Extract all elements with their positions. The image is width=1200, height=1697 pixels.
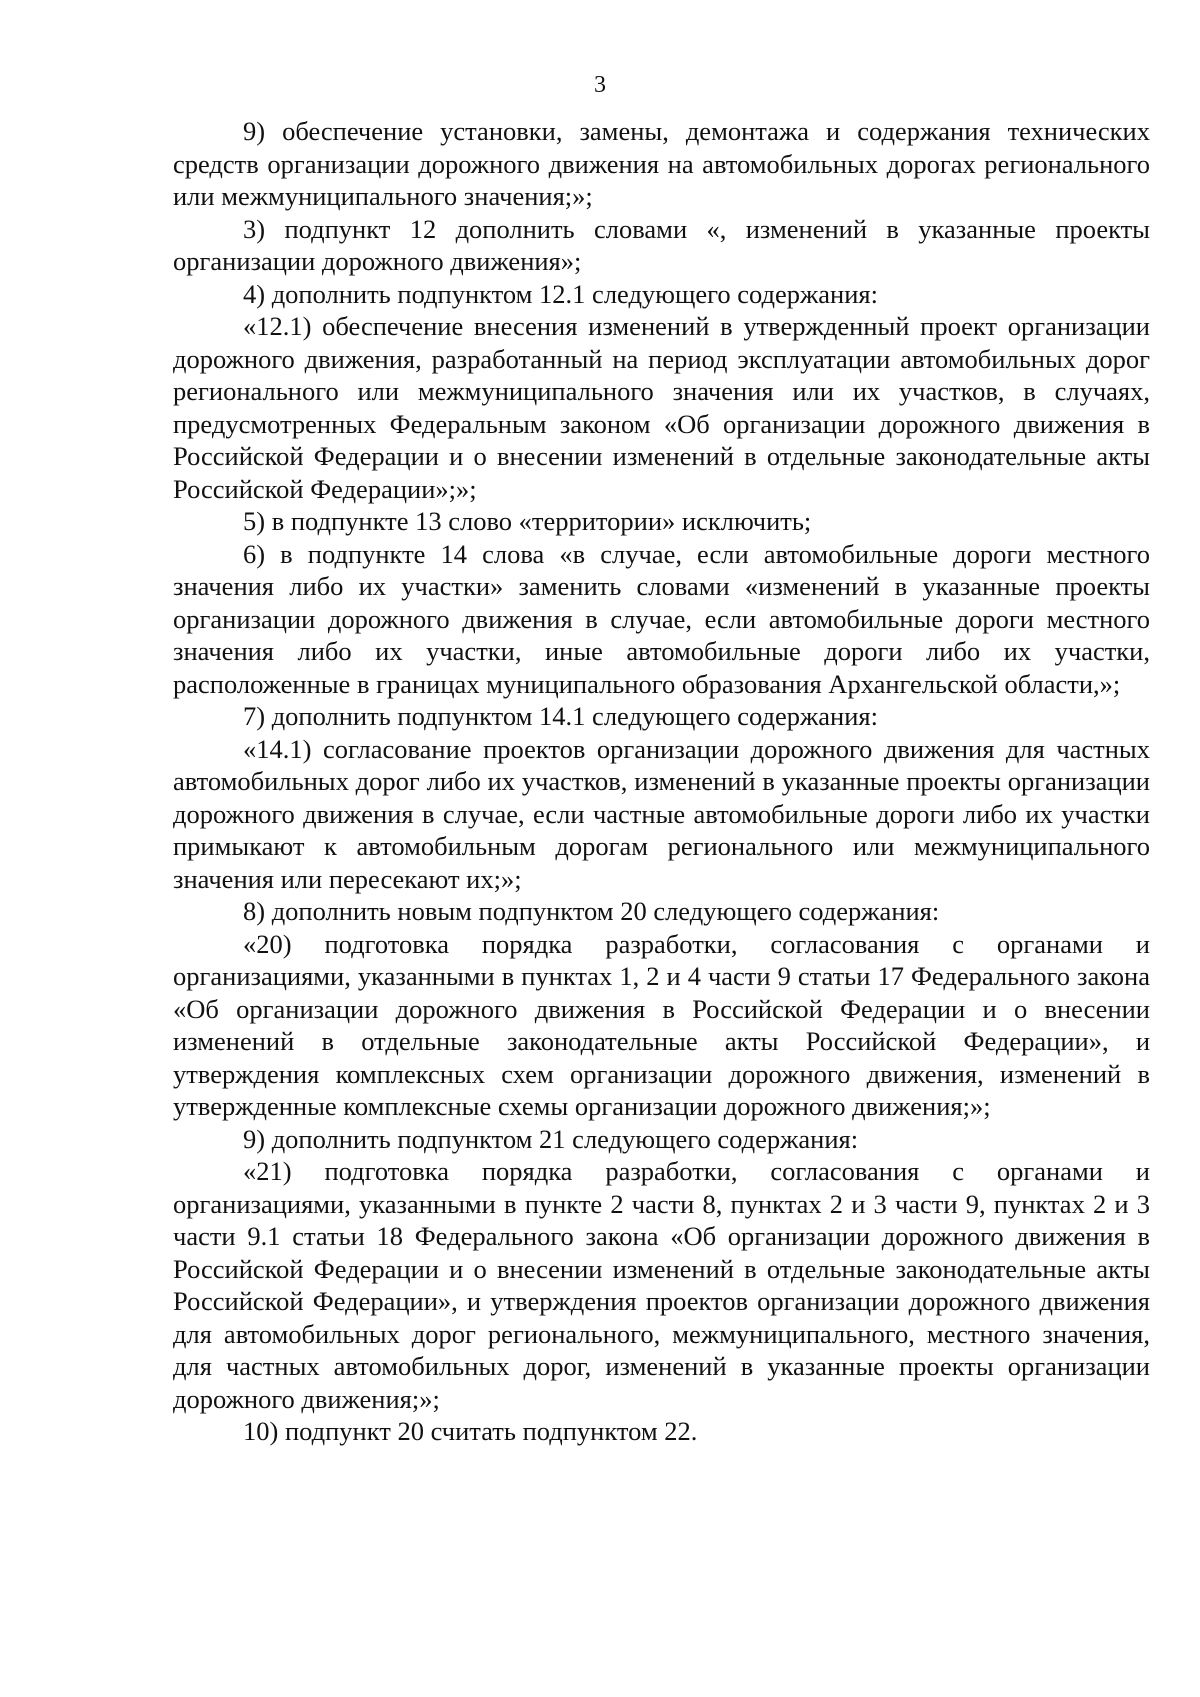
paragraph-subitem-12-1: «12.1) обеспечение внесения изменений в утвержденный проект организации дорожного движения, разработанный на период эксплуатации автомобильных дорог регионального или межмуниципального значения или их участков, в случаях, предусмотренных Федеральным законом «Об организации дорожного движения в Российской Федерации и о внесении изменений в отдельные законодательные акты Российской Федерации»;»; <box>173 311 1150 504</box>
paragraph-amendment-6: 6) в подпункте 14 слова «в случае, если автомобильные дороги местного значения либо их участки» заменить словами «изменений в указанные проекты организации дорожного движения в случае, если автомобильные дороги местного значения либо их участки, иные автомобильные дороги либо их участки, расположенные в границах муниципального образования Архангельской области,»; <box>173 538 1150 699</box>
paragraph-amendment-3: 3) подпункт 12 дополнить словами «, изменений в указанные проекты организации дорожного движения»; <box>173 213 1150 276</box>
paragraph-subitem-20: «20) подготовка порядка разработки, согласования с органами и организациями, указанными в пунктах 1, 2 и 4 части 9 статьи 17 Федерального закона «Об организации дорожного движения в Российской Федерации и о внесении изменений в отдельные законодательные акты Российской Федерации», и утверждения комплексных схем организации дорожного движения, изменений в утвержденные комплексные схемы организации дорожного движения;»; <box>173 928 1150 1121</box>
paragraph-subitem-21: «21) подготовка порядка разработки, согласования с органами и организациями, указанными в пункте 2 части 8, пунктах 2 и 3 части 9, пунктах 2 и 3 части 9.1 статьи 18 Федерального закона «Об организации дорожного движения в Российской Федерации и о внесении изменений в отдельные законодательные акты Российской Федерации», и утверждения проектов организации дорожного движения для автомобильных дорог регионального, межмуниципального, местного значения, для частных автомобильных дорог, изменений в указанные проекты организации дорожного движения;»; <box>173 1156 1150 1414</box>
paragraph-subitem-14-1: «14.1) согласование проектов организации дорожного движения для частных автомобильных дорог либо их участков, изменений в указанные проекты организации дорожного движения в случае, если частные автомобильные дороги либо их участки примыкают к автомобильным дорогам регионального или межмуниципального значения или пересекают их;»; <box>173 733 1150 894</box>
paragraph-item-9-continuation: 9) обеспечение установки, замены, демонтажа и содержания технических средств организации дорожного движения на автомобильных дорогах регионального или межмуниципального значения;»; <box>173 116 1150 211</box>
paragraph-amendment-5: 5) в подпункте 13 слово «территории» исключить; <box>243 506 812 536</box>
paragraph-amendment-10: 10) подпункт 20 считать подпунктом 22. <box>243 1416 698 1446</box>
document-body <box>173 115 1150 1448</box>
paragraph-amendment-8: 8) дополнить новым подпунктом 20 следующего содержания: <box>243 896 940 926</box>
paragraph-amendment-4: 4) дополнить подпунктом 12.1 следующего содержания: <box>243 278 878 309</box>
page-number: 3 <box>594 72 606 98</box>
paragraph-amendment-7: 7) дополнить подпунктом 14.1 следующего содержания: <box>243 701 878 731</box>
paragraph-amendment-9: 9) дополнить подпунктом 21 следующего содержания: <box>243 1123 859 1154</box>
